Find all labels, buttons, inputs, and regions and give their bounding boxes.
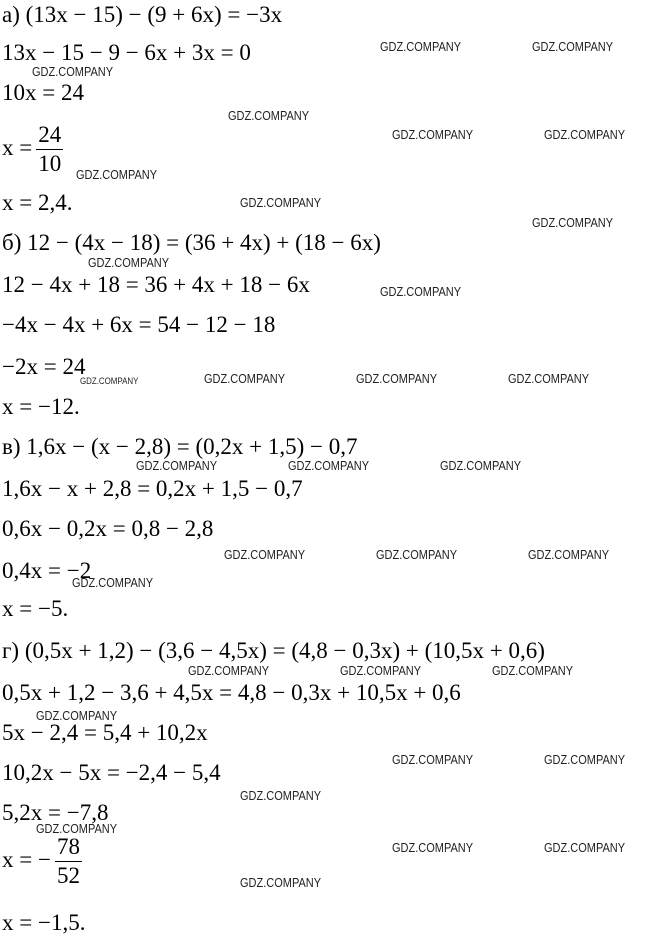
problem-v-header: в) 1,6x − (x − 2,8) = (0,2x + 1,5) − 0,7 — [2, 434, 358, 459]
fraction — [36, 121, 63, 178]
problem-g-fraction — [2, 830, 82, 890]
fraction-denominator: 52 — [56, 863, 80, 889]
watermark-text: GDZ.COMPANY — [544, 753, 626, 767]
fraction-numerator: 24 — [36, 121, 63, 150]
problem-b-header: б) 12 − (4x − 18) = (36 + 4x) + (18 − 6x) — [2, 230, 381, 255]
problem-g-header: г) (0,5x + 1,2) − (3,6 − 4,5x) = (4,8 − 0,3x) + (10,5x + 0,6) — [2, 638, 545, 663]
problem-a-fraction — [2, 118, 63, 178]
watermark-text: GDZ.COMPANY — [240, 876, 322, 890]
watermark-text: GDZ.COMPANY — [544, 128, 626, 142]
watermark-text: GDZ.COMPANY — [88, 256, 170, 270]
fraction-prefix: x = — [2, 135, 33, 160]
watermark-text: GDZ.COMPANY — [532, 40, 614, 54]
problem-g-step4: 5,2x = −7,8 — [2, 800, 109, 825]
watermark-text: GDZ.COMPANY — [228, 109, 310, 123]
watermark-text: GDZ.COMPANY — [36, 822, 118, 836]
watermark-text: GDZ.COMPANY — [340, 664, 422, 678]
problem-a-header: а) (13x − 15) − (9 + 6x) = −3x — [2, 2, 283, 27]
watermark-text: GDZ.COMPANY — [376, 548, 458, 562]
problem-g-step2: 5x − 2,4 = 5,4 + 10,2x — [2, 720, 208, 745]
watermark-text: GDZ.COMPANY — [544, 841, 626, 855]
problem-b-answer: x = −12. — [2, 394, 80, 419]
watermark-text: GDZ.COMPANY — [288, 459, 370, 473]
watermark-text: GDZ.COMPANY — [80, 376, 139, 386]
watermark-text: GDZ.COMPANY — [440, 459, 522, 473]
watermark-text: GDZ.COMPANY — [392, 753, 474, 767]
problem-b-step1: 12 − 4x + 18 = 36 + 4x + 18 − 6x — [2, 272, 310, 297]
problem-b-step2: −4x − 4x + 6x = 54 − 12 − 18 — [2, 312, 276, 337]
watermark-text: GDZ.COMPANY — [36, 709, 118, 723]
watermark-text: GDZ.COMPANY — [204, 372, 286, 386]
watermark-text: GDZ.COMPANY — [32, 65, 114, 79]
problem-b-step3: −2x = 24 — [2, 354, 86, 379]
problem-v-answer: x = −5. — [2, 596, 69, 621]
watermark-text: GDZ.COMPANY — [392, 841, 474, 855]
watermark-text: GDZ.COMPANY — [356, 372, 438, 386]
problem-a-answer: x = 2,4. — [2, 190, 73, 215]
watermark-text: GDZ.COMPANY — [240, 196, 322, 210]
problem-g-answer: x = −1,5. — [2, 910, 86, 935]
watermark-text: GDZ.COMPANY — [392, 128, 474, 142]
watermark-text: GDZ.COMPANY — [224, 548, 306, 562]
watermark-text: GDZ.COMPANY — [380, 285, 462, 299]
watermark-text: GDZ.COMPANY — [532, 216, 614, 230]
problem-a-step2: 10x = 24 — [2, 80, 84, 105]
problem-g-step3: 10,2x − 5x = −2,4 − 5,4 — [2, 760, 221, 785]
fraction-prefix: x = − — [2, 847, 51, 872]
fraction-denominator: 10 — [38, 151, 62, 177]
fraction — [55, 833, 82, 890]
problem-v-step3: 0,4x = −2 — [2, 558, 92, 583]
problem-v-step1: 1,6x − x + 2,8 = 0,2x + 1,5 − 0,7 — [2, 476, 303, 501]
watermark-text: GDZ.COMPANY — [136, 459, 218, 473]
watermark-text: GDZ.COMPANY — [380, 40, 462, 54]
problem-g-step1: 0,5x + 1,2 − 3,6 + 4,5x = 4,8 − 0,3x + 10,5x + 0,6 — [2, 680, 461, 705]
watermark-text: GDZ.COMPANY — [76, 168, 158, 182]
fraction-numerator: 78 — [55, 833, 82, 862]
watermark-text: GDZ.COMPANY — [72, 576, 154, 590]
watermark-text: GDZ.COMPANY — [528, 548, 610, 562]
watermark-text: GDZ.COMPANY — [188, 664, 270, 678]
problem-v-step2: 0,6x − 0,2x = 0,8 − 2,8 — [2, 516, 214, 541]
watermark-text: GDZ.COMPANY — [508, 372, 590, 386]
watermark-text: GDZ.COMPANY — [240, 789, 322, 803]
problem-a-step1: 13x − 15 − 9 − 6x + 3x = 0 — [2, 40, 251, 65]
watermark-text: GDZ.COMPANY — [492, 664, 574, 678]
